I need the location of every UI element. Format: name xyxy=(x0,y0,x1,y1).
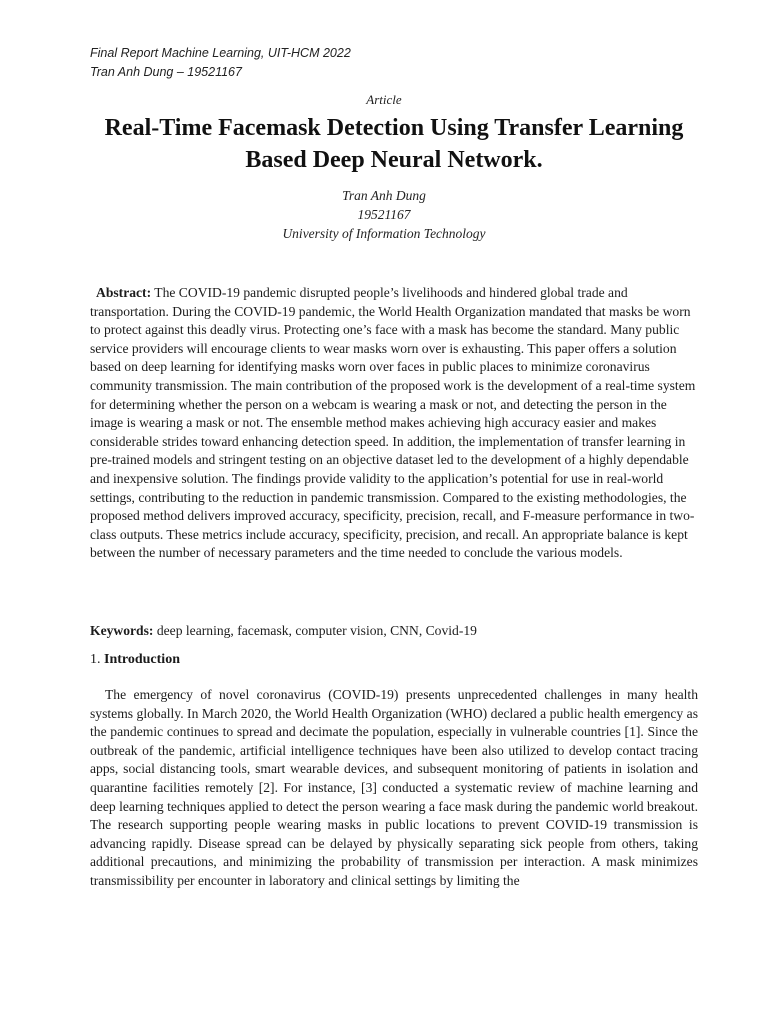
introduction-section xyxy=(90,686,698,891)
article-type-label: Article xyxy=(366,92,402,107)
keywords-paragraph xyxy=(90,622,698,641)
abstract-text: The COVID-19 pandemic disrupted people’s livelihoods and hindered global trade and transportation. During the COVID-19 pandemic, the World Health Organization mandated that masks be worn to protect against this deadly virus. Protecting one’s face with a mask has become the standard. Many public service providers will encourage clients to wear masks worn over is exhausting. This paper offers a solution based on deep learning for identifying masks worn over faces in public places to minimize coronavirus community transmission. The main contribution of the proposed work is the development of a real-time system for determining whether the person on a webcam is wearing a mask or not, and detecting the person in the image is wearing a mask or not. The ensemble method makes achieving high accuracy easier and makes considerable strides toward enhancing detection speed. In addition, the implementation of transfer learning in pre-trained models and stringent testing on an objective dataset led to the development of a highly dependable and inexpensive solution. The findings provide validity to the application’s potential for use in real-world settings, contributing to the reduction in pandemic transmission. Compared to the existing methodologies, the proposed method delivers improved accuracy, specificity, precision, recall, and F-measure performance in two-class outputs. These metrics include accuracy, specificity, precision, and recall. An appropriate balance is kept between the number of necessary parameters and the time needed to conclude the various models. xyxy=(90,285,696,561)
author-block xyxy=(0,186,768,243)
running-header xyxy=(90,44,351,82)
author-id: 19521167 xyxy=(357,207,411,222)
abstract-label: Abstract: xyxy=(96,285,152,300)
paper-title xyxy=(60,112,728,176)
section-heading-introduction xyxy=(90,652,180,668)
header-author-line: Tran Anh Dung – 19521167 xyxy=(90,65,242,79)
author-affiliation: University of Information Technology xyxy=(282,226,486,241)
introduction-paragraph: The emergency of novel coronavirus (COVID-19) presents unprecedented challenges in many health systems globally. In March 2020, the World Health Organization (WHO) declared a public health emergency as the pandemic continues to spread and decimate the population, especially in vulnerable countries [1]. Since the outbreak of the pandemic, artificial intelligence techniques have been also utilized to develop contact tracing apps, social distancing tools, smart wearable devices, and subsequent monitoring of patients in isolation and quarantine facilities remotely [2]. For instance, [3] conducted a systematic review of machine learning and deep learning techniques applied to detect the person wearing a face mask during the pandemic world breakout. The research supporting people wearing masks in public locations to prevent COVID-19 transmission is advancing rapidly. Disease spread can be delayed by physically separating sick people from others, taking additional precautions, and minimizing the probability of transmission per interaction. A mask minimizes transmissibility per encounter in laboratory and clinical settings by limiting the xyxy=(90,687,698,888)
title-line-2: Based Deep Neural Network. xyxy=(245,147,543,173)
keywords-label: Keywords: xyxy=(90,623,154,638)
section-title: Introduction xyxy=(104,652,180,667)
abstract-section xyxy=(90,284,698,563)
keywords-section xyxy=(90,622,698,641)
section-number: 1. xyxy=(90,652,104,667)
abstract-paragraph xyxy=(90,284,698,563)
title-line-1: Real-Time Facemask Detection Using Transfer Learning xyxy=(104,115,684,141)
keywords-text: deep learning, facemask, computer vision, CNN, Covid-19 xyxy=(153,623,477,638)
author-name: Tran Anh Dung xyxy=(342,188,426,203)
header-course-line: Final Report Machine Learning, UIT-HCM 2022 xyxy=(90,46,351,60)
